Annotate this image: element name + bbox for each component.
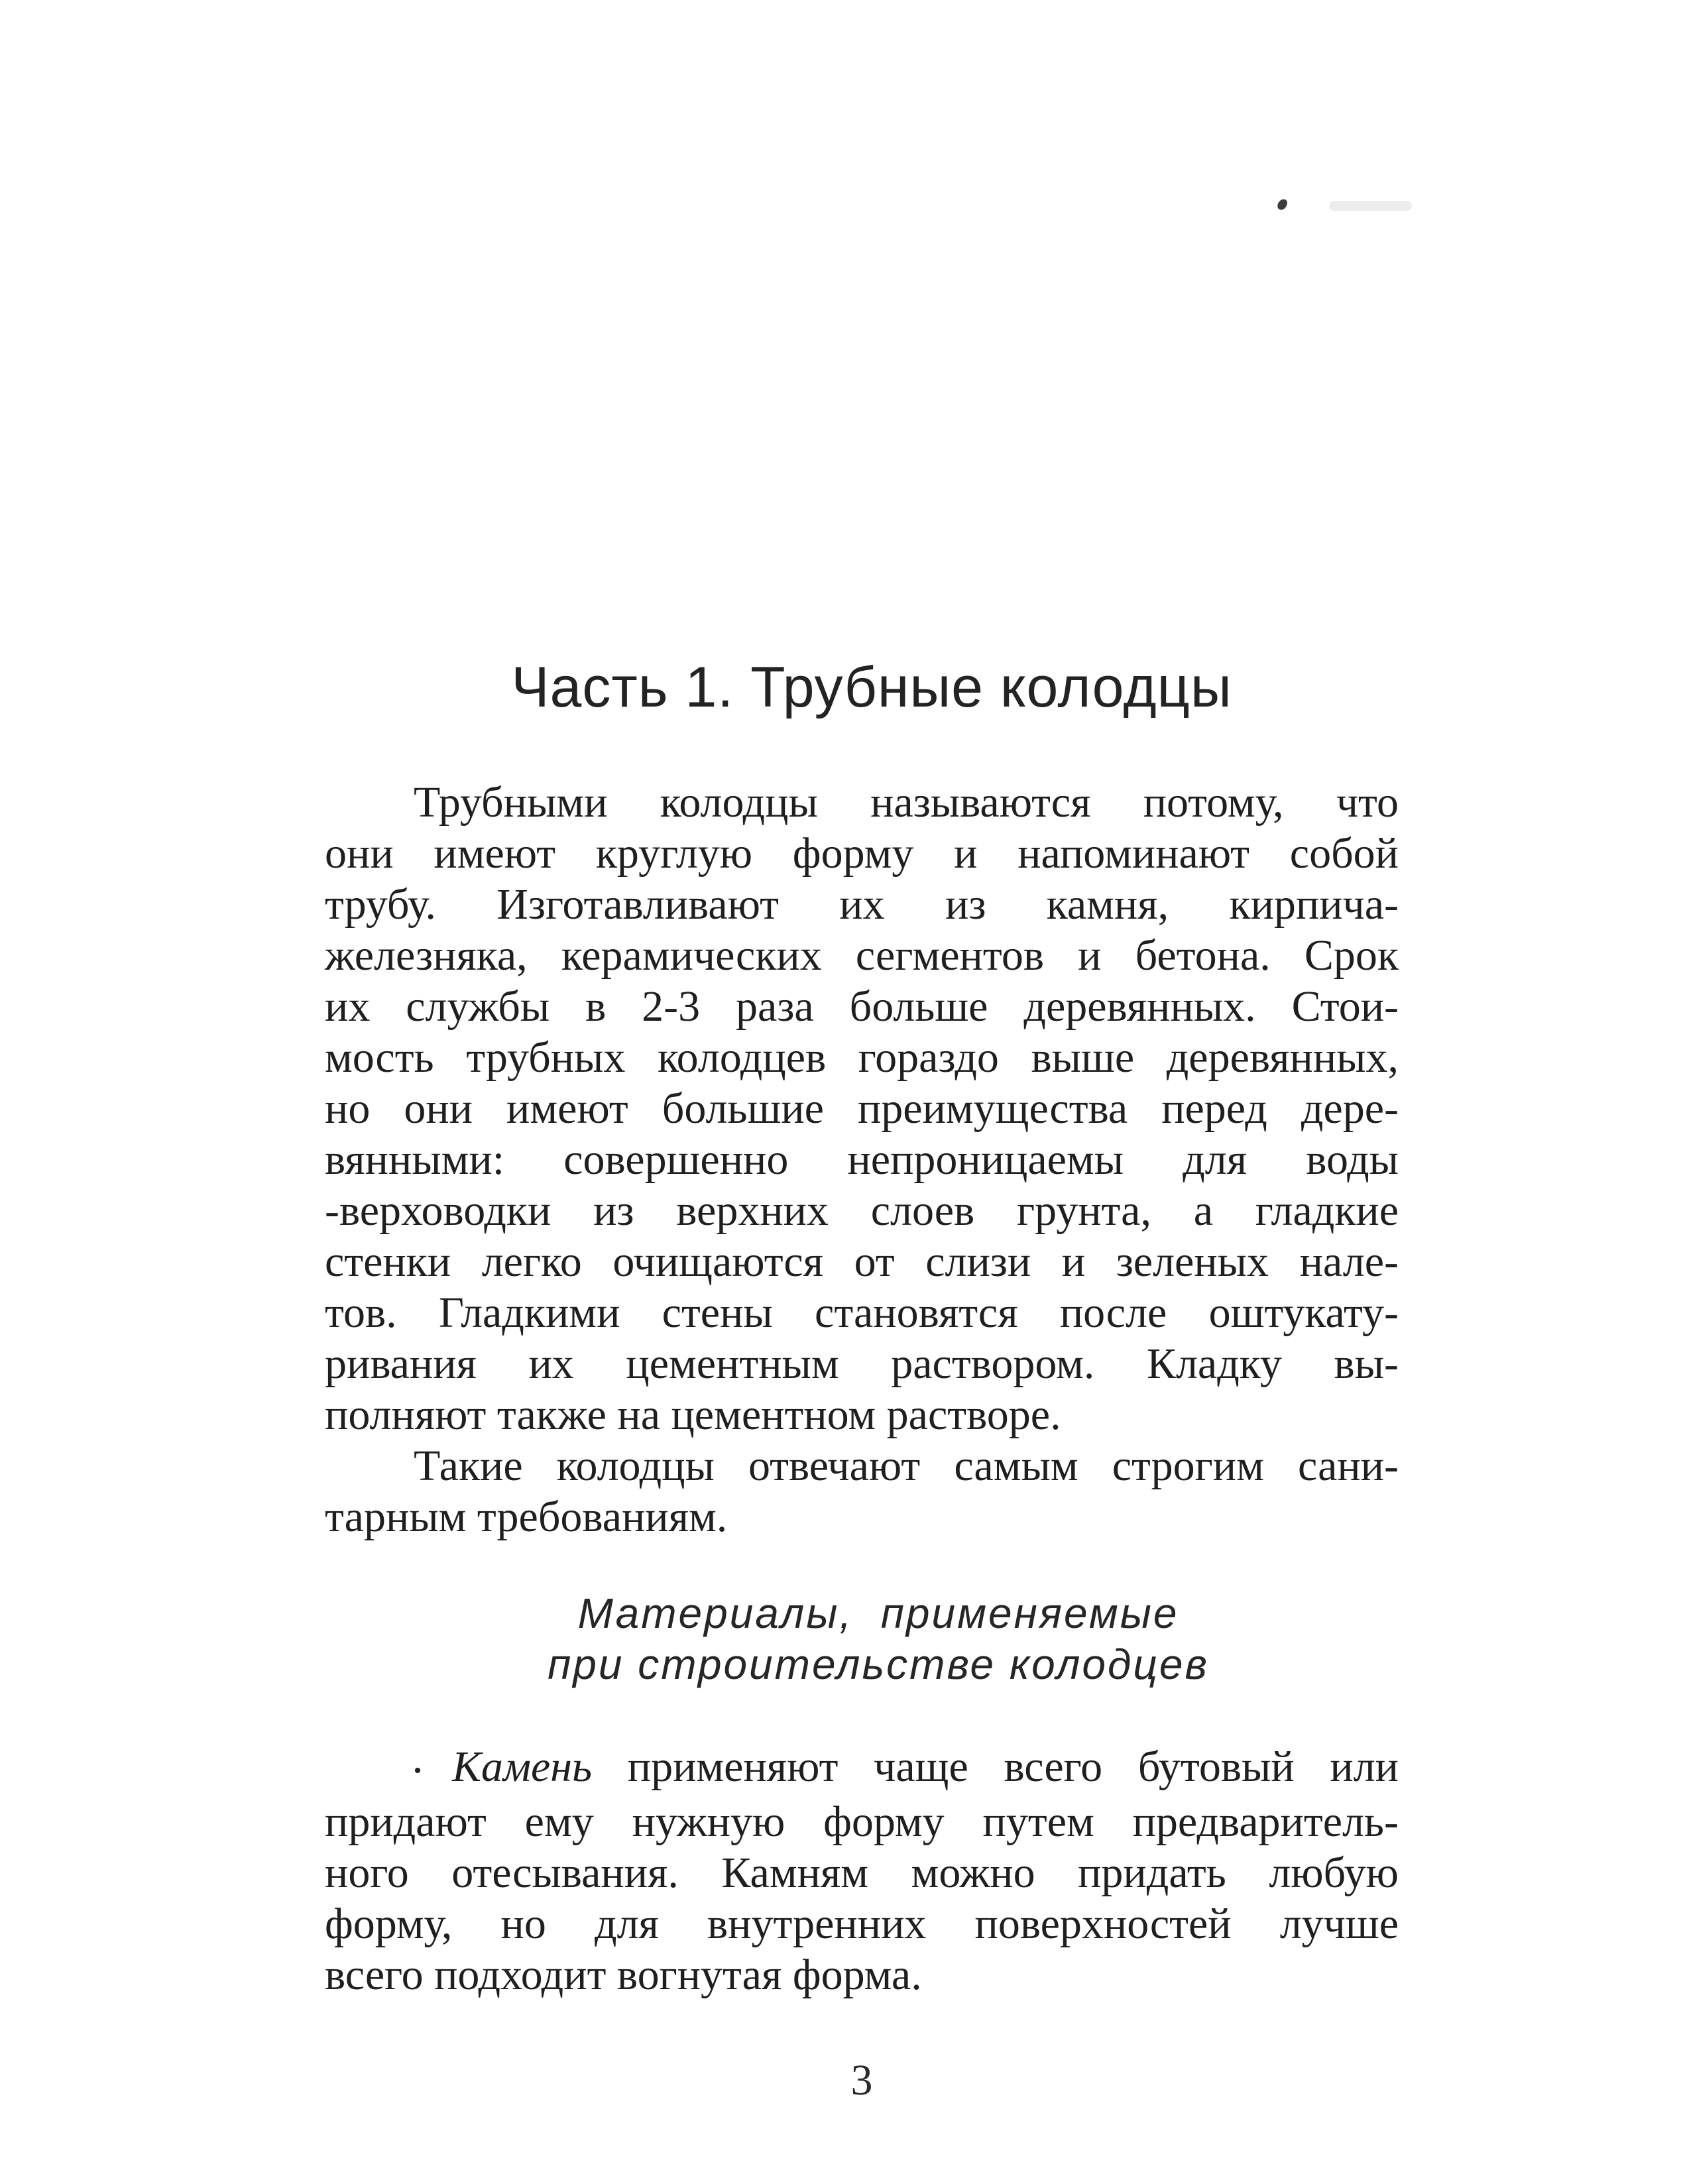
body-line: тов. Гладкими стены становятся после оштукату- <box>325 1289 1399 1337</box>
chapter-title: Часть 1. Трубные колодцы <box>511 656 1232 719</box>
paragraph-3-bullet <box>325 1741 1399 2000</box>
body-line: они имеют круглую форму и напоминают собой <box>325 829 1399 878</box>
body-line: железняка, керамических сегментов и бетона. Срок <box>325 931 1399 980</box>
body-line: их службы в 2-3 раза больше деревянных. Стои- <box>325 982 1399 1031</box>
body-line: стенки легко очищаются от слизи и зеленых нале- <box>325 1237 1399 1286</box>
body-line: -верховодки из верхних слоев грунта, а гладкие <box>325 1186 1399 1235</box>
body-line: Такие колодцы отвечают самым строгим сани- <box>414 1442 1399 1490</box>
paragraph-1 <box>325 777 1399 1440</box>
scan-artifact-speck <box>1276 198 1289 211</box>
page-number: 3 <box>850 2056 873 2104</box>
body-line: ного отесывания. Камням можно придать любую <box>325 1849 1399 1898</box>
body-line: Трубными колодцы называются потому, что <box>414 778 1399 827</box>
body-line: тарным требованиям. <box>325 1493 728 1541</box>
body-line: Материалы, применяемые <box>577 1589 1179 1637</box>
section-subheading <box>325 1588 1432 1690</box>
body-line-bullet: • Камень применяют чаще всего бутовый или <box>414 1743 1399 1791</box>
body-line: всего подходит вогнутая форма. <box>325 1951 922 2000</box>
body-line: придают ему нужную форму путем предваритель- <box>325 1798 1399 1847</box>
paragraph-2 <box>325 1440 1399 1542</box>
body-line: ривания их цементным раствором. Кладку вы- <box>325 1340 1399 1388</box>
body-line: вянными: совершенно непроницаемы для воды <box>325 1135 1399 1184</box>
body-line: но они имеют большие преимущества перед дере- <box>325 1084 1399 1133</box>
body-line: трубу. Изготавливают их из камня, кирпича- <box>325 880 1399 929</box>
term-italic: Камень <box>452 1743 593 1791</box>
bullet-icon: • <box>414 1758 422 1784</box>
body-line: мость трубных колодцев гораздо выше деревянных, <box>325 1033 1399 1082</box>
body-line: при строительстве колодцев <box>548 1640 1209 1688</box>
body-line: полняют также на цементном растворе. <box>325 1391 1061 1439</box>
body-line: форму, но для внутренних поверхностей лучше <box>325 1900 1399 1949</box>
scan-artifact-smudge <box>1329 201 1412 211</box>
